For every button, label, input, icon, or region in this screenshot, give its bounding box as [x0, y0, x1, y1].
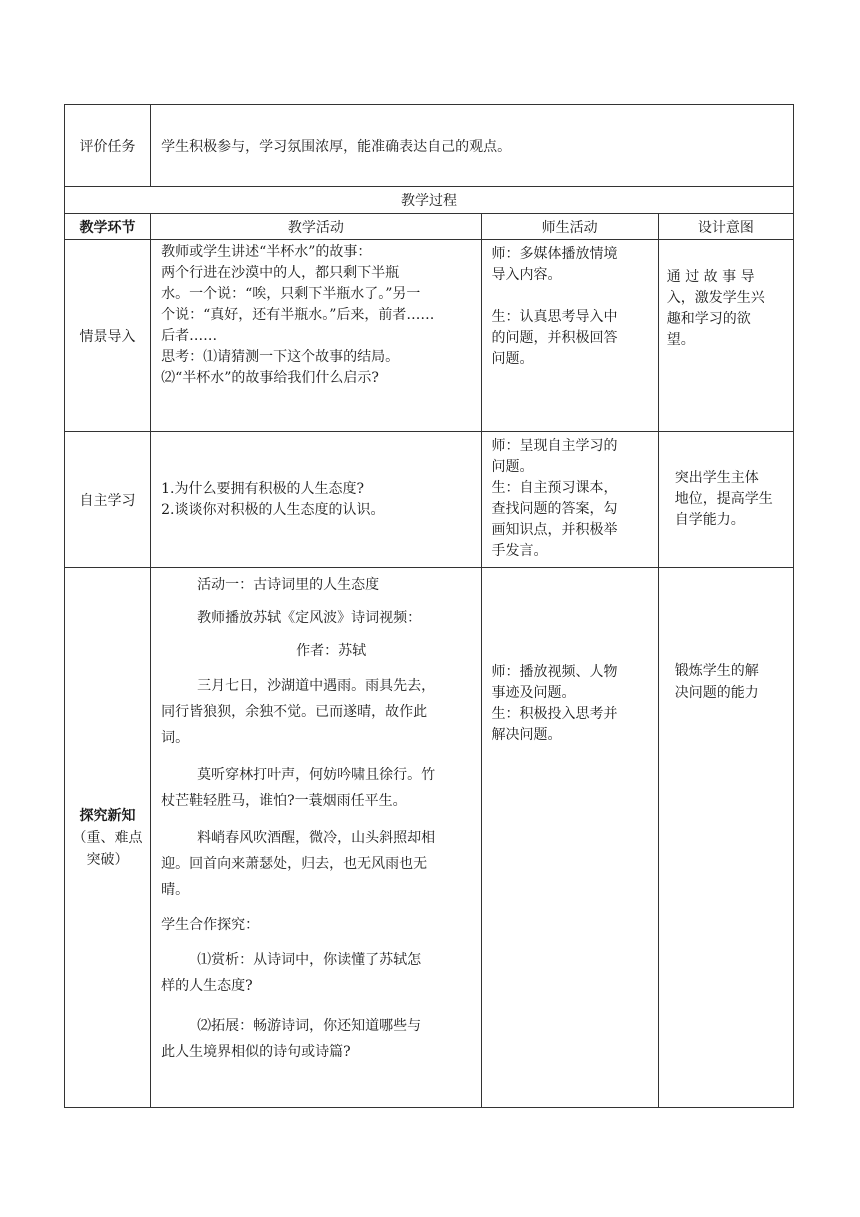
activity-text	[161, 479, 480, 521]
text-line: 望。	[666, 332, 695, 348]
activity-cell	[151, 240, 481, 432]
text-line: 入，激发学生兴	[666, 290, 765, 306]
text-line	[492, 286, 658, 307]
interaction-text	[492, 436, 658, 562]
text-line: 师：播放视频、人物	[491, 664, 618, 680]
poem-preface	[161, 673, 472, 751]
text-line: 生：认真思考导入中	[491, 309, 618, 325]
text-line: 1.为什么要拥有积极的人生态度?	[161, 480, 364, 497]
intent-cell	[658, 432, 793, 568]
video-line: 教师播放苏轼《定风波》诗词视频：	[197, 610, 422, 626]
activity-cell	[151, 432, 481, 568]
text-line: 莫听穿林打叶声，何妨吟啸且徐行。竹	[197, 767, 436, 783]
text-line: 突出学生主体	[674, 470, 759, 486]
intent-cell	[658, 568, 793, 1108]
text-line: 样的人生态度?	[161, 978, 253, 994]
row-explore	[65, 568, 794, 1108]
stage-subtitle: （重、难点	[72, 829, 143, 846]
text-line: 生：积极投入思考并	[491, 706, 618, 722]
text-line: 决问题的能力	[674, 685, 759, 701]
text-line: 思考：⑴请猜测一下这个故事的结局。	[161, 349, 400, 365]
text-line: 晴。	[161, 882, 190, 898]
question-1	[161, 947, 472, 999]
process-title-row	[65, 187, 794, 214]
text-line: 此人生境界相似的诗句或诗篇?	[161, 1044, 351, 1060]
header-interaction: 师生活动	[481, 214, 658, 240]
text-line: 地位，提高学生	[674, 491, 773, 507]
question-2	[161, 1013, 472, 1065]
text-line: 教师或学生讲述“半杯水”的故事：	[161, 244, 372, 260]
activity-text	[161, 574, 472, 1065]
text-line: 迎。回首向来萧瑟处，归去，也无风雨也无	[161, 856, 428, 872]
interaction-cell	[481, 568, 658, 1108]
intent-cell	[658, 240, 793, 432]
header-row	[65, 214, 794, 240]
text-line: 锻炼学生的解	[674, 663, 759, 679]
text-line: 手发言。	[491, 543, 548, 559]
text-line: ⑵拓展：畅游诗词，你还知道哪些与	[197, 1018, 422, 1034]
activity-cell	[151, 568, 481, 1108]
intent-text	[675, 468, 793, 531]
header-stage: 教学环节	[65, 214, 151, 240]
text-line: 同行皆狼狈，余独不觉。已而遂晴，故作此	[161, 704, 428, 720]
poem-author: 作者：苏轼	[296, 643, 367, 659]
header-intent: 设计意图	[658, 214, 793, 240]
text-line: 水。一个说：“唉，只剩下半瓶水了。”另一	[161, 286, 421, 302]
interaction-text	[492, 244, 658, 370]
text-line: 词。	[161, 730, 190, 746]
poem-stanza	[161, 762, 472, 814]
text-line: ⑴赏析：从诗词中，你读懂了苏轼怎	[197, 952, 422, 968]
text-line: 料峭春风吹酒醒，微冷，山头斜照却相	[197, 830, 436, 846]
text-line: 2.谈谈你对积极的人生态度的认识。	[161, 501, 385, 518]
text-line: 两个行进在沙漠中的人，都只剩下半瓶	[161, 265, 400, 281]
header-activity: 教学活动	[151, 214, 481, 240]
text-line: 导入内容。	[491, 267, 562, 283]
interaction-cell	[481, 240, 658, 432]
text-line: 问题。	[491, 459, 534, 475]
stage-cell	[65, 568, 151, 1108]
text-line: 问题。	[491, 351, 534, 367]
process-title: 教学过程	[65, 187, 794, 214]
text-line: 个说：“真好，还有半瓶水。”后来，前者……	[161, 307, 435, 323]
text-line: 事迹及问题。	[491, 685, 576, 701]
stage-label: 情景导入	[65, 240, 151, 432]
text-line: 画知识点，并积极举	[491, 522, 618, 538]
text-line: 自学能力。	[674, 512, 745, 528]
text-line: 生：自主预习课本，	[491, 480, 618, 496]
stage-title: 探究新知	[79, 807, 136, 824]
text-line: 通 过 故 事 导	[666, 269, 755, 285]
evaluation-label: 评价任务	[65, 105, 151, 187]
text-line: 师：多媒体播放情境	[491, 246, 618, 262]
stage-subtitle: 突破）	[86, 851, 129, 868]
activity-text	[161, 242, 480, 389]
evaluation-row	[65, 105, 794, 187]
row-self-study	[65, 432, 794, 568]
text-line: 三月七日，沙湖道中遇雨。雨具先去，	[197, 678, 436, 694]
stage-text	[65, 805, 150, 871]
lesson-plan-table	[64, 104, 794, 1108]
row-scenario	[65, 240, 794, 432]
interaction-text	[492, 662, 658, 746]
text-line: 后者……	[161, 328, 218, 344]
explore-heading: 学生合作探究：	[161, 917, 260, 933]
text-line: 趣和学习的欲	[666, 311, 751, 327]
text-line: 杖芒鞋轻胜马，谁怕?一蓑烟雨任平生。	[161, 793, 407, 809]
stage-label: 自主学习	[65, 432, 151, 568]
intent-text	[675, 660, 793, 704]
text-line: 查找问题的答案，勾	[491, 501, 618, 517]
poem-stanza	[161, 825, 472, 903]
activity-heading: 活动一：古诗词里的人生态度	[197, 577, 380, 593]
evaluation-text: 学生积极参与，学习氛围浓厚，能准确表达自己的观点。	[151, 105, 794, 187]
interaction-cell	[481, 432, 658, 568]
text-line: 解决问题。	[491, 727, 562, 743]
intent-text	[667, 267, 793, 351]
text-line: ⑵“半杯水”的故事给我们什么启示?	[161, 370, 379, 386]
text-line: 的问题，并积极回答	[491, 330, 618, 346]
text-line: 师：呈现自主学习的	[491, 438, 618, 454]
